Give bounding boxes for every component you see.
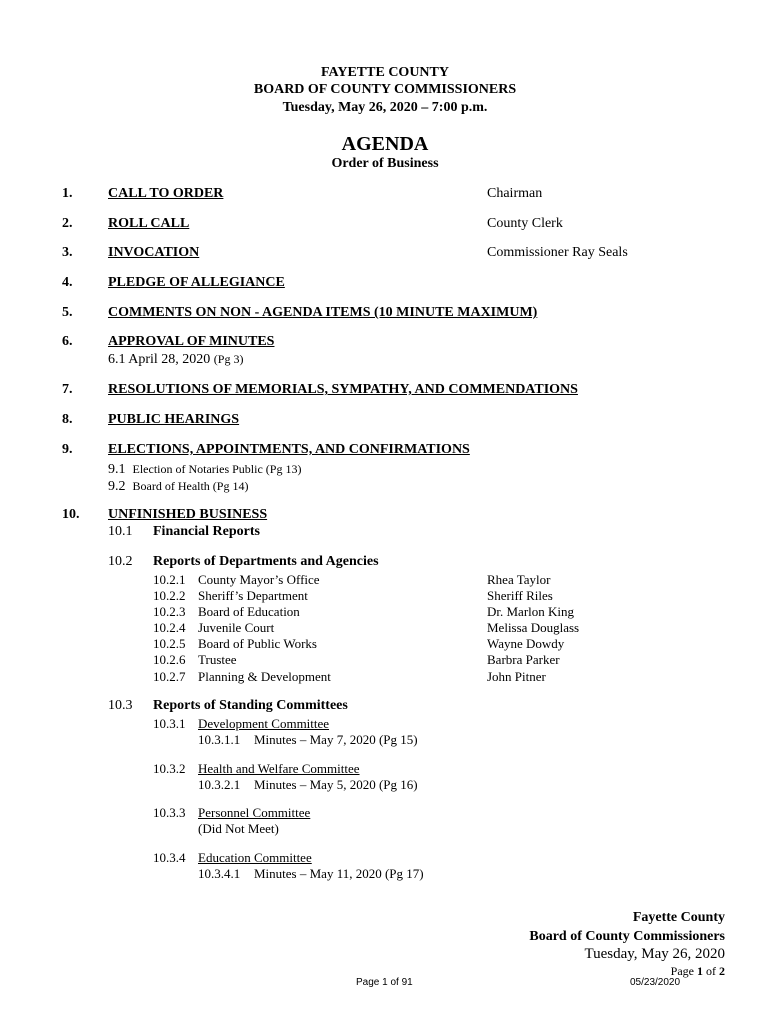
sub-item bbox=[108, 460, 301, 478]
committee-number: 10.3.2 bbox=[153, 761, 186, 776]
section-number: 10.1 bbox=[108, 524, 133, 539]
item-number: 9. bbox=[62, 442, 73, 457]
section-number: 10.3 bbox=[108, 698, 133, 713]
county-title: FAYETTE COUNTY bbox=[321, 65, 449, 80]
department-number: 10.2.5 bbox=[153, 636, 186, 651]
section-number: 10.2 bbox=[108, 554, 133, 569]
department-name: County Mayor’s Office bbox=[198, 572, 320, 587]
committee-detail-number: 10.3.4.1 bbox=[198, 866, 241, 881]
committee-number: 10.3.1 bbox=[153, 716, 186, 731]
sub-item-page: (Pg 3) bbox=[213, 352, 244, 366]
committee-detail: Minutes – May 5, 2020 (Pg 16) bbox=[254, 777, 418, 792]
sub-item-number: 9.2 bbox=[108, 479, 126, 494]
item-title: COMMENTS ON NON - AGENDA ITEMS (10 MINUTE MAXIMUM) bbox=[108, 305, 538, 320]
section-title: Financial Reports bbox=[153, 524, 260, 539]
department-person: Rhea Taylor bbox=[487, 572, 551, 587]
sub-item-text: April 28, 2020 bbox=[128, 352, 211, 367]
sub-item-number: 9.1 bbox=[108, 462, 126, 477]
department-number: 10.2.4 bbox=[153, 620, 186, 635]
item-number: 7. bbox=[62, 382, 73, 397]
item-title: ELECTIONS, APPOINTMENTS, AND CONFIRMATIONS bbox=[108, 442, 470, 457]
item-number: 5. bbox=[62, 305, 73, 320]
department-number: 10.2.7 bbox=[153, 669, 186, 684]
item-number: 4. bbox=[62, 275, 73, 290]
item-number: 2. bbox=[62, 216, 73, 231]
item-responsible: Chairman bbox=[487, 186, 543, 201]
footer-date: Tuesday, May 26, 2020 bbox=[584, 946, 725, 962]
department-name: Board of Education bbox=[198, 604, 300, 619]
item-number: 1. bbox=[62, 186, 73, 201]
sub-item-text: Board of Health (Pg 14) bbox=[132, 479, 249, 493]
footer-board: Board of County Commissioners bbox=[529, 929, 725, 944]
department-person: Dr. Marlon King bbox=[487, 604, 575, 619]
sub-item bbox=[108, 352, 243, 368]
sub-item-number: 6.1 bbox=[108, 352, 126, 367]
item-title: APPROVAL OF MINUTES bbox=[108, 334, 275, 349]
department-person: Sheriff Riles bbox=[487, 588, 553, 603]
footer-page-word: Page bbox=[670, 964, 694, 978]
department-number: 10.2.1 bbox=[153, 572, 186, 587]
footer-page-number: 1 bbox=[697, 964, 703, 978]
agenda-subtitle: Order of Business bbox=[331, 156, 439, 171]
item-title: PLEDGE OF ALLEGIANCE bbox=[108, 275, 285, 290]
item-number: 10. bbox=[62, 507, 80, 522]
department-number: 10.2.2 bbox=[153, 588, 186, 603]
item-number: 6. bbox=[62, 334, 73, 349]
department-name: Juvenile Court bbox=[198, 620, 275, 635]
item-number: 3. bbox=[62, 245, 73, 260]
footer-page-total: 2 bbox=[719, 964, 725, 978]
committee-detail: Minutes – May 7, 2020 (Pg 15) bbox=[254, 732, 418, 747]
department-name: Trustee bbox=[198, 652, 237, 667]
department-name: Planning & Development bbox=[198, 669, 331, 684]
item-title: UNFINISHED BUSINESS bbox=[108, 507, 268, 522]
committee-detail: (Did Not Meet) bbox=[198, 821, 279, 836]
pdf-page-indicator: Page 1 of 91 bbox=[356, 977, 413, 988]
department-name: Board of Public Works bbox=[198, 636, 317, 651]
committee-name: Development Committee bbox=[198, 716, 330, 731]
item-title: PUBLIC HEARINGS bbox=[108, 412, 240, 427]
item-number: 8. bbox=[62, 412, 73, 427]
department-person: Barbra Parker bbox=[487, 652, 560, 667]
committee-name: Personnel Committee bbox=[198, 805, 311, 820]
meeting-date-time: Tuesday, May 26, 2020 – 7:00 p.m. bbox=[282, 100, 488, 115]
department-person: John Pitner bbox=[487, 669, 546, 684]
committee-detail-number: 10.3.1.1 bbox=[198, 732, 241, 747]
committee-detail: Minutes – May 11, 2020 (Pg 17) bbox=[254, 866, 424, 881]
department-name: Sheriff’s Department bbox=[198, 588, 308, 603]
section-title: Reports of Standing Committees bbox=[153, 698, 348, 713]
sub-item-text: Election of Notaries Public (Pg 13) bbox=[132, 462, 302, 476]
department-person: Wayne Dowdy bbox=[487, 636, 565, 651]
committee-number: 10.3.3 bbox=[153, 805, 186, 820]
committee-number: 10.3.4 bbox=[153, 850, 186, 865]
board-title: BOARD OF COUNTY COMMISSIONERS bbox=[253, 82, 517, 97]
department-person: Melissa Douglass bbox=[487, 620, 580, 635]
footer-county: Fayette County bbox=[632, 910, 725, 925]
item-title: RESOLUTIONS OF MEMORIALS, SYMPATHY, AND COMMENDATIONS bbox=[108, 382, 578, 397]
item-title: ROLL CALL bbox=[108, 216, 190, 231]
department-number: 10.2.6 bbox=[153, 652, 186, 667]
item-title: CALL TO ORDER bbox=[108, 186, 224, 201]
committee-name: Health and Welfare Committee bbox=[198, 761, 360, 776]
committee-name: Education Committee bbox=[198, 850, 312, 865]
item-responsible: Commissioner Ray Seals bbox=[487, 245, 628, 260]
item-title: INVOCATION bbox=[108, 245, 200, 260]
department-number: 10.2.3 bbox=[153, 604, 186, 619]
agenda-title: AGENDA bbox=[341, 133, 429, 155]
footer-page-of: of bbox=[706, 964, 716, 978]
print-date: 05/23/2020 bbox=[630, 977, 681, 988]
sub-item bbox=[108, 477, 248, 495]
item-responsible: County Clerk bbox=[487, 216, 563, 231]
committee-detail-number: 10.3.2.1 bbox=[198, 777, 241, 792]
section-title: Reports of Departments and Agencies bbox=[153, 554, 379, 569]
